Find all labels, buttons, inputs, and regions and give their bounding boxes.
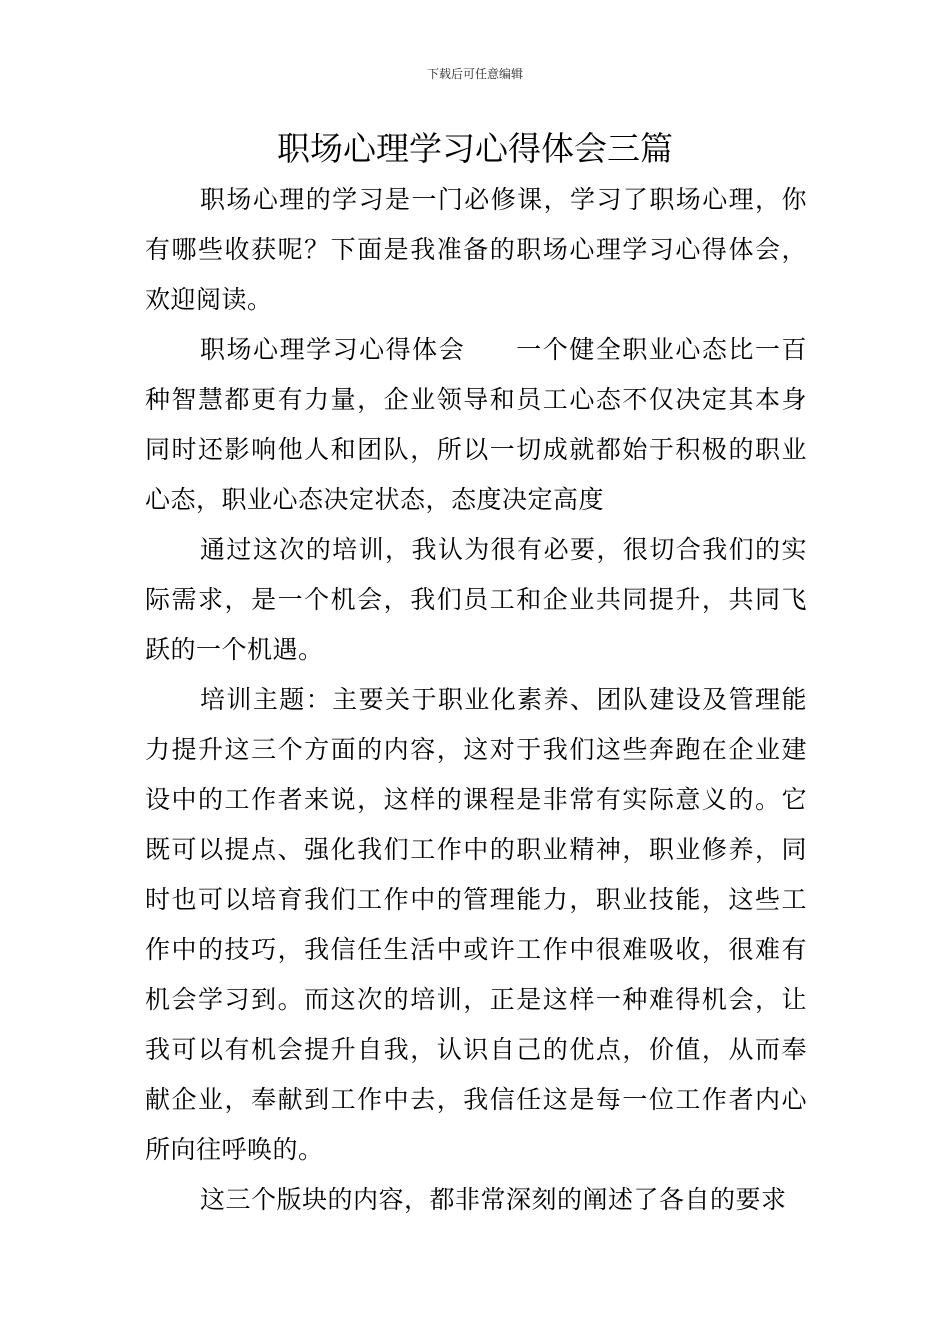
intro-paragraph: 职场心理的学习是一门必修课，学习了职场心理，你有哪些收获呢？下面是我准备的职场心理学习心得体会，欢迎阅读。 [145, 185, 807, 314]
document-body [145, 175, 807, 1225]
section-heading: 职场心理学习心得体会 [200, 335, 466, 364]
training-paragraph: 通过这次的培训，我认为很有必要，很切合我们的实际需求，是一个机会，我们员工和企业共同提升，共同飞跃的一个机遇。 [145, 535, 807, 664]
header-note: 下载后可任意编辑 [426, 67, 523, 81]
modules-paragraph: 这三个版块的内容，都非常深刻的阐述了各自的要求 [200, 1185, 787, 1214]
document-title: 职场心理学习心得体会三篇 [277, 129, 673, 168]
section-paragraph [145, 325, 807, 525]
theme-paragraph: 培训主题：主要关于职业化素养、团队建设及管理能力提升这三个方面的内容，这对于我们这些奔跑在企业建设中的工作者来说，这样的课程是非常有实际意义的。它既可以提点、强化我们工作中的职业精神，职业修养，同时也可以培育我们工作中的管理能力，职业技能，这些工作中的技巧，我信任生活中或许工作中很难吸收，很难有机会学习到。而这次的培训，正是这样一种难得机会，让我可以有机会提升自我，认识自己的优点，价值，从而奉献企业，奉献到工作中去，我信任这是每一位工作者内心所向往呼唤的。 [145, 685, 807, 1164]
section-text: 一个健全职业心态比一百种智慧都更有力量，企业领导和员工心态不仅决定其本身同时还影响他人和团队，所以一切成就都始于积极的职业心态，职业心态决定状态，态度决定高度 [145, 335, 807, 514]
